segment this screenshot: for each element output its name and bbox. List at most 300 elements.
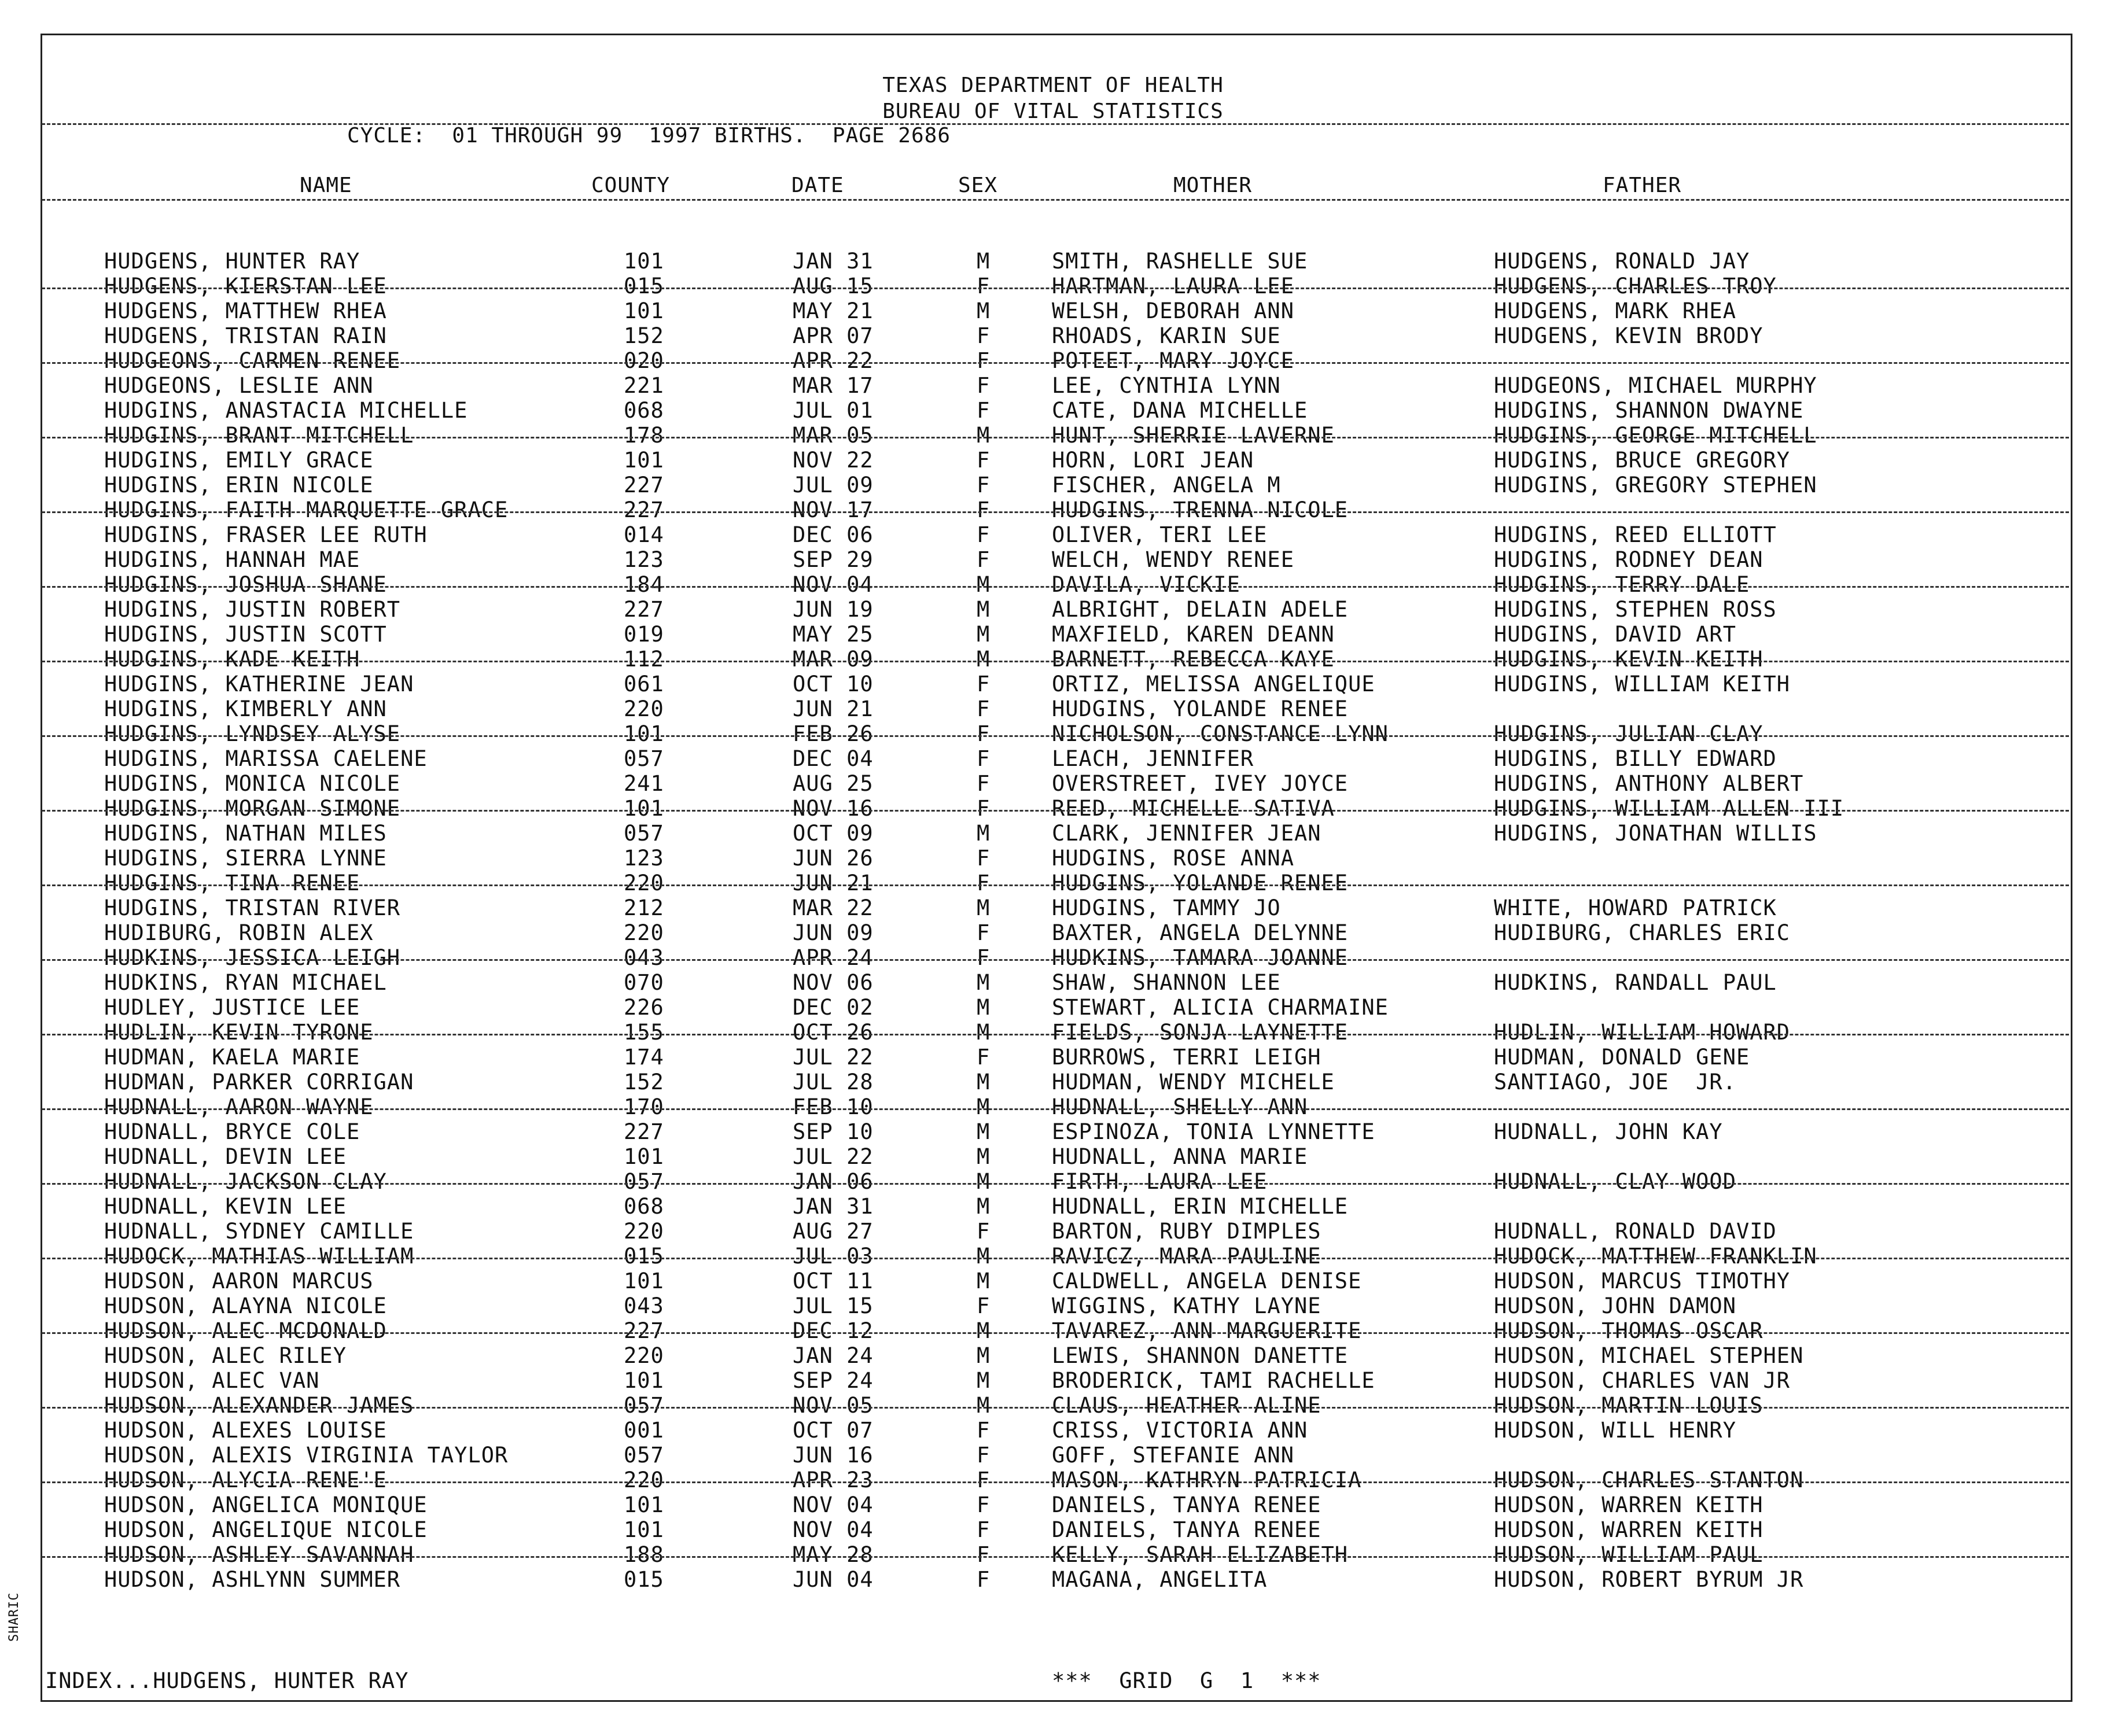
cell-sex: M [977, 1318, 991, 1343]
cell-sex: F [977, 448, 991, 473]
table-row [0, 1517, 2106, 1542]
cell-date: JAN 06 [793, 1169, 874, 1194]
cell-mother: HUDNALL, ERIN MICHELLE [1052, 1194, 1349, 1219]
cell-father: HUDGEONS, MICHAEL MURPHY [1494, 373, 1817, 398]
cell-father: HUDGINS, WILLIAM ALLEN III [1494, 796, 1844, 821]
cell-sex: F [977, 1045, 991, 1070]
table-row [0, 1119, 2106, 1144]
cell-mother: HUDKINS, TAMARA JOANNE [1052, 945, 1349, 970]
cell-father: HUDSON, THOMAS OSCAR [1494, 1318, 1763, 1343]
cell-date: NOV 22 [793, 448, 874, 473]
cell-date: JUN 19 [793, 597, 874, 622]
cell-name: HUDSON, ALEXIS VIRGINIA TAYLOR [104, 1443, 509, 1468]
cell-name: HUDGINS, FRASER LEE RUTH [104, 522, 428, 547]
cell-county: 057 [624, 1393, 664, 1418]
cell-sex: F [977, 274, 991, 298]
cell-name: HUDOCK, MATHIAS WILLIAM [104, 1244, 414, 1269]
cycle-line: CYCLE: 01 THROUGH 99 1997 BIRTHS. PAGE 2686 [347, 124, 951, 148]
cell-mother: LEE, CYNTHIA LYNN [1052, 373, 1281, 398]
table-row [0, 1443, 2106, 1468]
cell-county: 020 [624, 348, 664, 373]
table-row [0, 821, 2106, 846]
cell-mother: CRISS, VICTORIA ANN [1052, 1418, 1308, 1443]
column-header-name: NAME [300, 174, 352, 197]
cell-date: OCT 26 [793, 1020, 874, 1045]
cell-county: 220 [624, 1468, 664, 1492]
cell-father: HUDGINS, KEVIN KEITH [1494, 647, 1763, 672]
table-row [0, 1020, 2106, 1045]
cell-mother: LEWIS, SHANNON DANETTE [1052, 1343, 1349, 1368]
column-header-sex: SEX [958, 174, 998, 197]
table-row [0, 672, 2106, 696]
cell-father: HUDSON, MARCUS TIMOTHY [1494, 1269, 1791, 1293]
cell-name: HUDGINS, KATHERINE JEAN [104, 672, 414, 696]
cell-county: 178 [624, 423, 664, 448]
table-row [0, 796, 2106, 821]
table-row [0, 1468, 2106, 1492]
cell-sex: M [977, 1094, 991, 1119]
cell-county: 212 [624, 895, 664, 920]
table-row [0, 1094, 2106, 1119]
cell-date: APR 23 [793, 1468, 874, 1492]
cell-sex: F [977, 696, 991, 721]
column-header-county: COUNTY [591, 174, 671, 197]
table-row [0, 448, 2106, 473]
cell-name: HUDSON, ALEXANDER JAMES [104, 1393, 414, 1418]
cell-county: 188 [624, 1542, 664, 1567]
cell-name: HUDGINS, JUSTIN SCOTT [104, 622, 387, 647]
cell-name: HUDGINS, MONICA NICOLE [104, 771, 401, 796]
cell-name: HUDNALL, AARON WAYNE [104, 1094, 374, 1119]
cell-sex: F [977, 1293, 991, 1318]
cell-name: HUDSON, AARON MARCUS [104, 1269, 374, 1293]
cell-name: HUDGINS, HANNAH MAE [104, 547, 360, 572]
footer-grid: *** GRID G 1 *** [1052, 1668, 1321, 1693]
cell-name: HUDGINS, BRANT MITCHELL [104, 423, 414, 448]
cell-county: 001 [624, 1418, 664, 1443]
cell-county: 101 [624, 1144, 664, 1169]
table-row [0, 497, 2106, 522]
table-row [0, 721, 2106, 746]
column-header-father: FATHER [1603, 174, 1682, 197]
cell-county: 101 [624, 796, 664, 821]
table-row [0, 895, 2106, 920]
cell-mother: WIGGINS, KATHY LAYNE [1052, 1293, 1321, 1318]
cell-sex: F [977, 473, 991, 497]
cell-mother: CATE, DANA MICHELLE [1052, 398, 1308, 423]
cell-county: 068 [624, 398, 664, 423]
cell-date: DEC 02 [793, 995, 874, 1020]
cell-date: JUL 15 [793, 1293, 874, 1318]
cell-sex: F [977, 1517, 991, 1542]
cell-date: OCT 10 [793, 672, 874, 696]
cell-father: HUDNALL, RONALD DAVID [1494, 1219, 1777, 1244]
birth-records-table [0, 249, 2106, 1592]
cell-name: HUDGINS, NATHAN MILES [104, 821, 387, 846]
cell-mother: KELLY, SARAH ELIZABETH [1052, 1542, 1349, 1567]
cell-sex: F [977, 398, 991, 423]
table-row [0, 1343, 2106, 1368]
table-row [0, 298, 2106, 323]
cell-father: HUDKINS, RANDALL PAUL [1494, 970, 1777, 995]
cell-mother: DAVILA, VICKIE [1052, 572, 1240, 597]
cell-father: SANTIAGO, JOE JR. [1494, 1070, 1736, 1094]
cell-mother: BAXTER, ANGELA DELYNNE [1052, 920, 1349, 945]
table-row [0, 945, 2106, 970]
cell-name: HUDMAN, PARKER CORRIGAN [104, 1070, 414, 1094]
table-row [0, 871, 2106, 895]
cell-mother: HUDGINS, TRENNA NICOLE [1052, 497, 1349, 522]
cell-sex: F [977, 846, 991, 871]
cell-mother: HUDGINS, ROSE ANNA [1052, 846, 1294, 871]
cell-mother: HUDNALL, SHELLY ANN [1052, 1094, 1308, 1119]
cell-county: 123 [624, 846, 664, 871]
table-row [0, 1492, 2106, 1517]
cell-name: HUDGEONS, LESLIE ANN [104, 373, 374, 398]
cell-mother: POTEET, MARY JOYCE [1052, 348, 1294, 373]
cell-county: 155 [624, 1020, 664, 1045]
cell-county: 101 [624, 1517, 664, 1542]
cell-sex: M [977, 821, 991, 846]
cell-county: 123 [624, 547, 664, 572]
cell-mother: BRODERICK, TAMI RACHELLE [1052, 1368, 1375, 1393]
cell-date: JAN 31 [793, 249, 874, 274]
cell-father: HUDGINS, GEORGE MITCHELL [1494, 423, 1817, 448]
cell-mother: HARTMAN, LAURA LEE [1052, 274, 1294, 298]
table-row [0, 1567, 2106, 1592]
cell-name: HUDSON, ANGELICA MONIQUE [104, 1492, 428, 1517]
cell-name: HUDGENS, KIERSTAN LEE [104, 274, 387, 298]
cell-date: JUN 09 [793, 920, 874, 945]
cell-date: MAY 21 [793, 298, 874, 323]
cell-father: HUDSON, CHARLES VAN JR [1494, 1368, 1791, 1393]
cell-sex: M [977, 572, 991, 597]
cell-date: FEB 10 [793, 1094, 874, 1119]
table-row [0, 995, 2106, 1020]
cell-mother: CLARK, JENNIFER JEAN [1052, 821, 1321, 846]
cell-county: 015 [624, 1244, 664, 1269]
cell-sex: M [977, 1144, 991, 1169]
cell-mother: BARNETT, REBECCA KAYE [1052, 647, 1335, 672]
table-row [0, 1070, 2106, 1094]
cell-mother: HUDGINS, YOLANDE RENEE [1052, 696, 1349, 721]
header-divider [42, 123, 2069, 125]
cell-mother: TAVAREZ, ANN MARGUERITE [1052, 1318, 1362, 1343]
table-row [0, 1293, 2106, 1318]
cell-father: HUDOCK, MATTHEW FRANKLIN [1494, 1244, 1817, 1269]
cell-county: 015 [624, 274, 664, 298]
cell-father: HUDGINS, TERRY DALE [1494, 572, 1750, 597]
cell-county: 061 [624, 672, 664, 696]
cell-mother: HUDGINS, TAMMY JO [1052, 895, 1281, 920]
cell-date: JAN 31 [793, 1194, 874, 1219]
table-row [0, 597, 2106, 622]
cell-date: JUL 01 [793, 398, 874, 423]
cell-mother: OLIVER, TERI LEE [1052, 522, 1268, 547]
table-row [0, 522, 2106, 547]
cell-mother: REED, MICHELLE SATIVA [1052, 796, 1335, 821]
cell-sex: M [977, 647, 991, 672]
cell-county: 241 [624, 771, 664, 796]
cell-sex: F [977, 920, 991, 945]
cell-county: 057 [624, 1169, 664, 1194]
cell-name: HUDGINS, FAITH MARQUETTE GRACE [104, 497, 509, 522]
table-row [0, 1045, 2106, 1070]
cell-name: HUDSON, ALEC RILEY [104, 1343, 347, 1368]
table-row [0, 920, 2106, 945]
table-row [0, 846, 2106, 871]
cell-date: JAN 24 [793, 1343, 874, 1368]
cell-name: HUDGINS, KADE KEITH [104, 647, 360, 672]
cell-father: HUDSON, WARREN KEITH [1494, 1492, 1763, 1517]
table-row [0, 970, 2106, 995]
cell-mother: MAGANA, ANGELITA [1052, 1567, 1268, 1592]
cell-name: HUDNALL, BRYCE COLE [104, 1119, 360, 1144]
cell-county: 220 [624, 696, 664, 721]
cell-sex: M [977, 1343, 991, 1368]
cell-sex: M [977, 423, 991, 448]
cell-sex: M [977, 1119, 991, 1144]
cell-sex: M [977, 970, 991, 995]
cell-father: HUDSON, JOHN DAMON [1494, 1293, 1736, 1318]
cell-mother: BARTON, RUBY DIMPLES [1052, 1219, 1321, 1244]
cell-county: 101 [624, 298, 664, 323]
cell-mother: CLAUS, HEATHER ALINE [1052, 1393, 1321, 1418]
cell-sex: M [977, 1393, 991, 1418]
cell-father: HUDSON, MICHAEL STEPHEN [1494, 1343, 1804, 1368]
cell-father: HUDSON, MARTIN LOUIS [1494, 1393, 1763, 1418]
cell-sex: M [977, 597, 991, 622]
cell-name: HUDSON, ALYCIA RENE'E [104, 1468, 387, 1492]
cell-county: 015 [624, 1567, 664, 1592]
cell-sex: M [977, 1070, 991, 1094]
cell-mother: HORN, LORI JEAN [1052, 448, 1254, 473]
cell-mother: HUDGINS, YOLANDE RENEE [1052, 871, 1349, 895]
cell-sex: M [977, 1244, 991, 1269]
cell-date: FEB 26 [793, 721, 874, 746]
cell-county: 170 [624, 1094, 664, 1119]
cell-date: DEC 12 [793, 1318, 874, 1343]
cell-name: HUDSON, ALAYNA NICOLE [104, 1293, 387, 1318]
cell-date: JUN 26 [793, 846, 874, 871]
cell-county: 226 [624, 995, 664, 1020]
cell-county: 057 [624, 821, 664, 846]
table-row [0, 622, 2106, 647]
cell-date: MAR 05 [793, 423, 874, 448]
cell-date: NOV 17 [793, 497, 874, 522]
cell-mother: HUDMAN, WENDY MICHELE [1052, 1070, 1335, 1094]
cell-county: 184 [624, 572, 664, 597]
cell-mother: WELCH, WENDY RENEE [1052, 547, 1294, 572]
table-row [0, 423, 2106, 448]
cell-date: JUL 28 [793, 1070, 874, 1094]
cell-mother: SHAW, SHANNON LEE [1052, 970, 1281, 995]
cell-father: HUDSON, WILL HENRY [1494, 1418, 1736, 1443]
cell-name: HUDGINS, EMILY GRACE [104, 448, 374, 473]
cell-sex: F [977, 1542, 991, 1567]
cell-mother: FISCHER, ANGELA M [1052, 473, 1281, 497]
cell-mother: DANIELS, TANYA RENEE [1052, 1492, 1321, 1517]
cell-county: 043 [624, 945, 664, 970]
table-row [0, 696, 2106, 721]
cell-county: 101 [624, 1269, 664, 1293]
cell-county: 174 [624, 1045, 664, 1070]
cell-father: HUDGENS, RONALD JAY [1494, 249, 1750, 274]
cell-mother: CALDWELL, ANGELA DENISE [1052, 1269, 1362, 1293]
cell-date: JUL 22 [793, 1144, 874, 1169]
cell-sex: F [977, 771, 991, 796]
cell-mother: GOFF, STEFANIE ANN [1052, 1443, 1294, 1468]
cell-county: 101 [624, 1492, 664, 1517]
cell-father: HUDGINS, RODNEY DEAN [1494, 547, 1763, 572]
cell-mother: RAVICZ, MARA PAULINE [1052, 1244, 1321, 1269]
cell-county: 227 [624, 597, 664, 622]
cell-sex: F [977, 522, 991, 547]
cell-county: 019 [624, 622, 664, 647]
cell-father: HUDGINS, ANTHONY ALBERT [1494, 771, 1804, 796]
table-row [0, 746, 2106, 771]
cell-date: SEP 29 [793, 547, 874, 572]
cell-date: APR 22 [793, 348, 874, 373]
cell-name: HUDSON, ALEC MCDONALD [104, 1318, 387, 1343]
cell-sex: F [977, 1219, 991, 1244]
cell-date: MAY 25 [793, 622, 874, 647]
table-row [0, 473, 2106, 497]
cell-name: HUDSON, ALEXES LOUISE [104, 1418, 387, 1443]
cell-county: 152 [624, 1070, 664, 1094]
cell-father: HUDGINS, GREGORY STEPHEN [1494, 473, 1817, 497]
cell-date: NOV 04 [793, 1492, 874, 1517]
cell-mother: BURROWS, TERRI LEIGH [1052, 1045, 1321, 1070]
cell-father: WHITE, HOWARD PATRICK [1494, 895, 1777, 920]
cell-date: NOV 16 [793, 796, 874, 821]
table-row [0, 249, 2106, 274]
cell-sex: M [977, 249, 991, 274]
table-row [0, 1219, 2106, 1244]
cell-sex: F [977, 1492, 991, 1517]
cell-date: MAR 09 [793, 647, 874, 672]
cell-name: HUDGINS, SIERRA LYNNE [104, 846, 387, 871]
cell-father: HUDGINS, JONATHAN WILLIS [1494, 821, 1817, 846]
cell-sex: M [977, 1269, 991, 1293]
table-row [0, 1318, 2106, 1343]
cell-name: HUDMAN, KAELA MARIE [104, 1045, 360, 1070]
table-row [0, 274, 2106, 298]
cell-sex: M [977, 1194, 991, 1219]
cell-date: MAR 22 [793, 895, 874, 920]
cell-name: HUDNALL, KEVIN LEE [104, 1194, 347, 1219]
table-row [0, 1244, 2106, 1269]
cell-father: HUDGENS, CHARLES TROY [1494, 274, 1777, 298]
cell-mother: DANIELS, TANYA RENEE [1052, 1517, 1321, 1542]
cell-date: OCT 07 [793, 1418, 874, 1443]
cell-name: HUDKINS, RYAN MICHAEL [104, 970, 387, 995]
cell-mother: MASON, KATHRYN PATRICIA [1052, 1468, 1362, 1492]
cell-sex: F [977, 497, 991, 522]
cell-name: HUDLEY, JUSTICE LEE [104, 995, 360, 1020]
cell-county: 101 [624, 448, 664, 473]
cell-sex: F [977, 348, 991, 373]
cell-sex: F [977, 373, 991, 398]
cell-date: MAR 17 [793, 373, 874, 398]
cell-name: HUDGINS, ERIN NICOLE [104, 473, 374, 497]
cell-mother: FIRTH, LAURA LEE [1052, 1169, 1268, 1194]
cell-name: HUDIBURG, ROBIN ALEX [104, 920, 374, 945]
cell-mother: WELSH, DEBORAH ANN [1052, 298, 1294, 323]
cell-name: HUDGINS, JOSHUA SHANE [104, 572, 387, 597]
cell-mother: HUDNALL, ANNA MARIE [1052, 1144, 1308, 1169]
table-row [0, 1169, 2106, 1194]
cell-county: 101 [624, 1368, 664, 1393]
cell-date: AUG 27 [793, 1219, 874, 1244]
cell-mother: MAXFIELD, KAREN DEANN [1052, 622, 1335, 647]
cell-father: HUDGINS, STEPHEN ROSS [1494, 597, 1777, 622]
cell-date: DEC 06 [793, 522, 874, 547]
cell-father: HUDGENS, MARK RHEA [1494, 298, 1736, 323]
cell-name: HUDNALL, SYDNEY CAMILLE [104, 1219, 414, 1244]
cell-date: OCT 11 [793, 1269, 874, 1293]
cell-county: 070 [624, 970, 664, 995]
cell-date: AUG 25 [793, 771, 874, 796]
table-row [0, 398, 2106, 423]
cell-date: NOV 06 [793, 970, 874, 995]
cell-sex: F [977, 721, 991, 746]
cell-county: 152 [624, 323, 664, 348]
cell-county: 068 [624, 1194, 664, 1219]
cell-father: HUDGINS, SHANNON DWAYNE [1494, 398, 1804, 423]
cell-name: HUDNALL, DEVIN LEE [104, 1144, 347, 1169]
cell-sex: M [977, 1368, 991, 1393]
cell-name: HUDNALL, JACKSON CLAY [104, 1169, 387, 1194]
cell-date: SEP 10 [793, 1119, 874, 1144]
cell-date: NOV 04 [793, 572, 874, 597]
cell-name: HUDGINS, KIMBERLY ANN [104, 696, 387, 721]
cell-name: HUDGENS, MATTHEW RHEA [104, 298, 387, 323]
cell-date: SEP 24 [793, 1368, 874, 1393]
table-row [0, 1368, 2106, 1393]
cell-mother: NICHOLSON, CONSTANCE LYNN [1052, 721, 1389, 746]
cell-name: HUDLIN, KEVIN TYRONE [104, 1020, 374, 1045]
cell-name: HUDGENS, HUNTER RAY [104, 249, 360, 274]
table-row [0, 1418, 2106, 1443]
cell-county: 057 [624, 746, 664, 771]
cell-mother: LEACH, JENNIFER [1052, 746, 1254, 771]
cell-father: HUDSON, WARREN KEITH [1494, 1517, 1763, 1542]
cell-date: OCT 09 [793, 821, 874, 846]
cell-sex: F [977, 871, 991, 895]
cell-father: HUDSON, WILLIAM PAUL [1494, 1542, 1763, 1567]
cell-mother: RHOADS, KARIN SUE [1052, 323, 1281, 348]
cell-sex: F [977, 323, 991, 348]
cell-father: HUDGINS, WILLIAM KEITH [1494, 672, 1791, 696]
cell-date: APR 24 [793, 945, 874, 970]
cell-sex: F [977, 945, 991, 970]
cell-sex: M [977, 895, 991, 920]
table-row [0, 647, 2106, 672]
cell-sex: F [977, 746, 991, 771]
cell-date: NOV 05 [793, 1393, 874, 1418]
footer-index: INDEX...HUDGENS, HUNTER RAY [45, 1668, 409, 1693]
cell-sex: F [977, 1443, 991, 1468]
cell-father: HUDGINS, REED ELLIOTT [1494, 522, 1777, 547]
cell-mother: STEWART, ALICIA CHARMAINE [1052, 995, 1389, 1020]
cell-father: HUDNALL, JOHN KAY [1494, 1119, 1723, 1144]
cell-mother: SMITH, RASHELLE SUE [1052, 249, 1308, 274]
cell-date: JUL 09 [793, 473, 874, 497]
cell-county: 227 [624, 473, 664, 497]
cell-name: HUDGINS, MORGAN SIMONE [104, 796, 401, 821]
cell-mother: ESPINOZA, TONIA LYNNETTE [1052, 1119, 1375, 1144]
